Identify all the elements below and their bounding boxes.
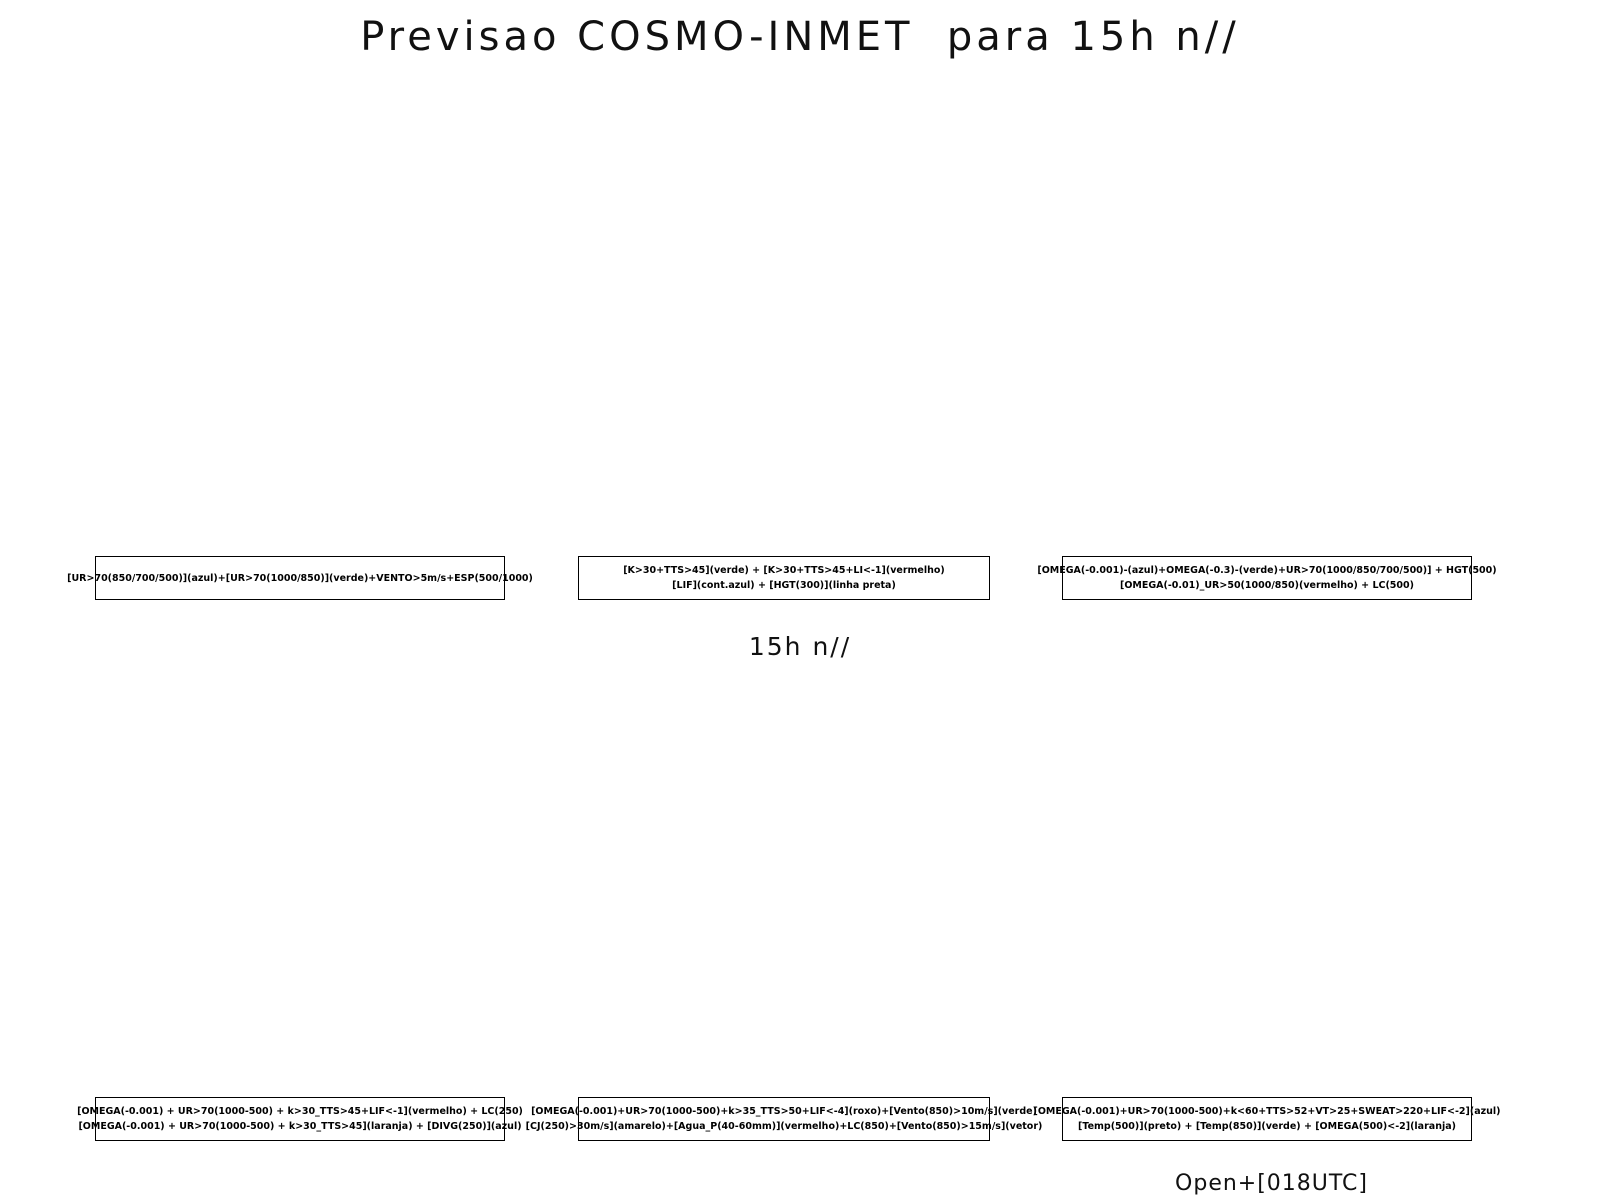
page-title: Previsao COSMO-INMET para 15h n//	[360, 14, 1240, 60]
legend-box-top-right	[1037, 556, 1497, 600]
legend-line: [OMEGA(-0.001)-(azul)+OMEGA(-0.3)-(verde)+UR>70(1000/850/700/500)] + HGT(500)	[1037, 565, 1497, 576]
legend-line: [OMEGA(-0.001)+UR>70(1000-500)+k>35_TTS>50+LIF<-4](roxo)+[Vento(850)>10m/s](verde)	[531, 1106, 1037, 1117]
middle-time-label: 15h n//	[748, 632, 852, 661]
legend-line: [OMEGA(-0.001) + UR>70(1000-500) + k>30_TTS>45+LIF<-1](vermelho) + LC(250)	[77, 1106, 523, 1117]
legend-box-bottom-left	[77, 1097, 523, 1141]
legend-line: [OMEGA(-0.001) + UR>70(1000-500) + k>30_TTS>45](laranja) + [DIVG(250)](azul)	[78, 1121, 522, 1132]
legend-line: [OMEGA(-0.001)+UR>70(1000-500)+k<60+TTS>52+VT>25+SWEAT>220+LIF<-2](azul)	[1033, 1106, 1501, 1117]
legend-box-bottom-middle	[525, 1097, 1043, 1141]
legend-line: [LIF](cont.azul) + [HGT(300)](linha preta)	[672, 580, 896, 591]
legend-box-bottom-right	[1033, 1097, 1501, 1141]
legend-box-top-left	[67, 556, 533, 600]
legend-line: [K>30+TTS>45](verde) + [K>30+TTS>45+LI<-1](vermelho)	[623, 565, 945, 576]
footer-open-label: Open+[018UTC]	[1175, 1171, 1368, 1196]
legend-line: [OMEGA(-0.01)_UR>50(1000/850)(vermelho) + LC(500)	[1120, 580, 1414, 591]
legend-line: [CJ(250)>30m/s](amarelo)+[Agua_P(40-60mm)](vermelho)+LC(850)+[Vento(850)>15m/s](vetor)	[525, 1121, 1043, 1132]
legend-line: [Temp(500)](preto) + [Temp(850)](verde) + [OMEGA(500)<-2](laranja)	[1078, 1121, 1456, 1132]
legend-box-top-middle	[578, 556, 990, 600]
legend-line: [UR>70(850/700/500)](azul)+[UR>70(1000/850)](verde)+VENTO>5m/s+ESP(500/1000)	[67, 572, 533, 584]
